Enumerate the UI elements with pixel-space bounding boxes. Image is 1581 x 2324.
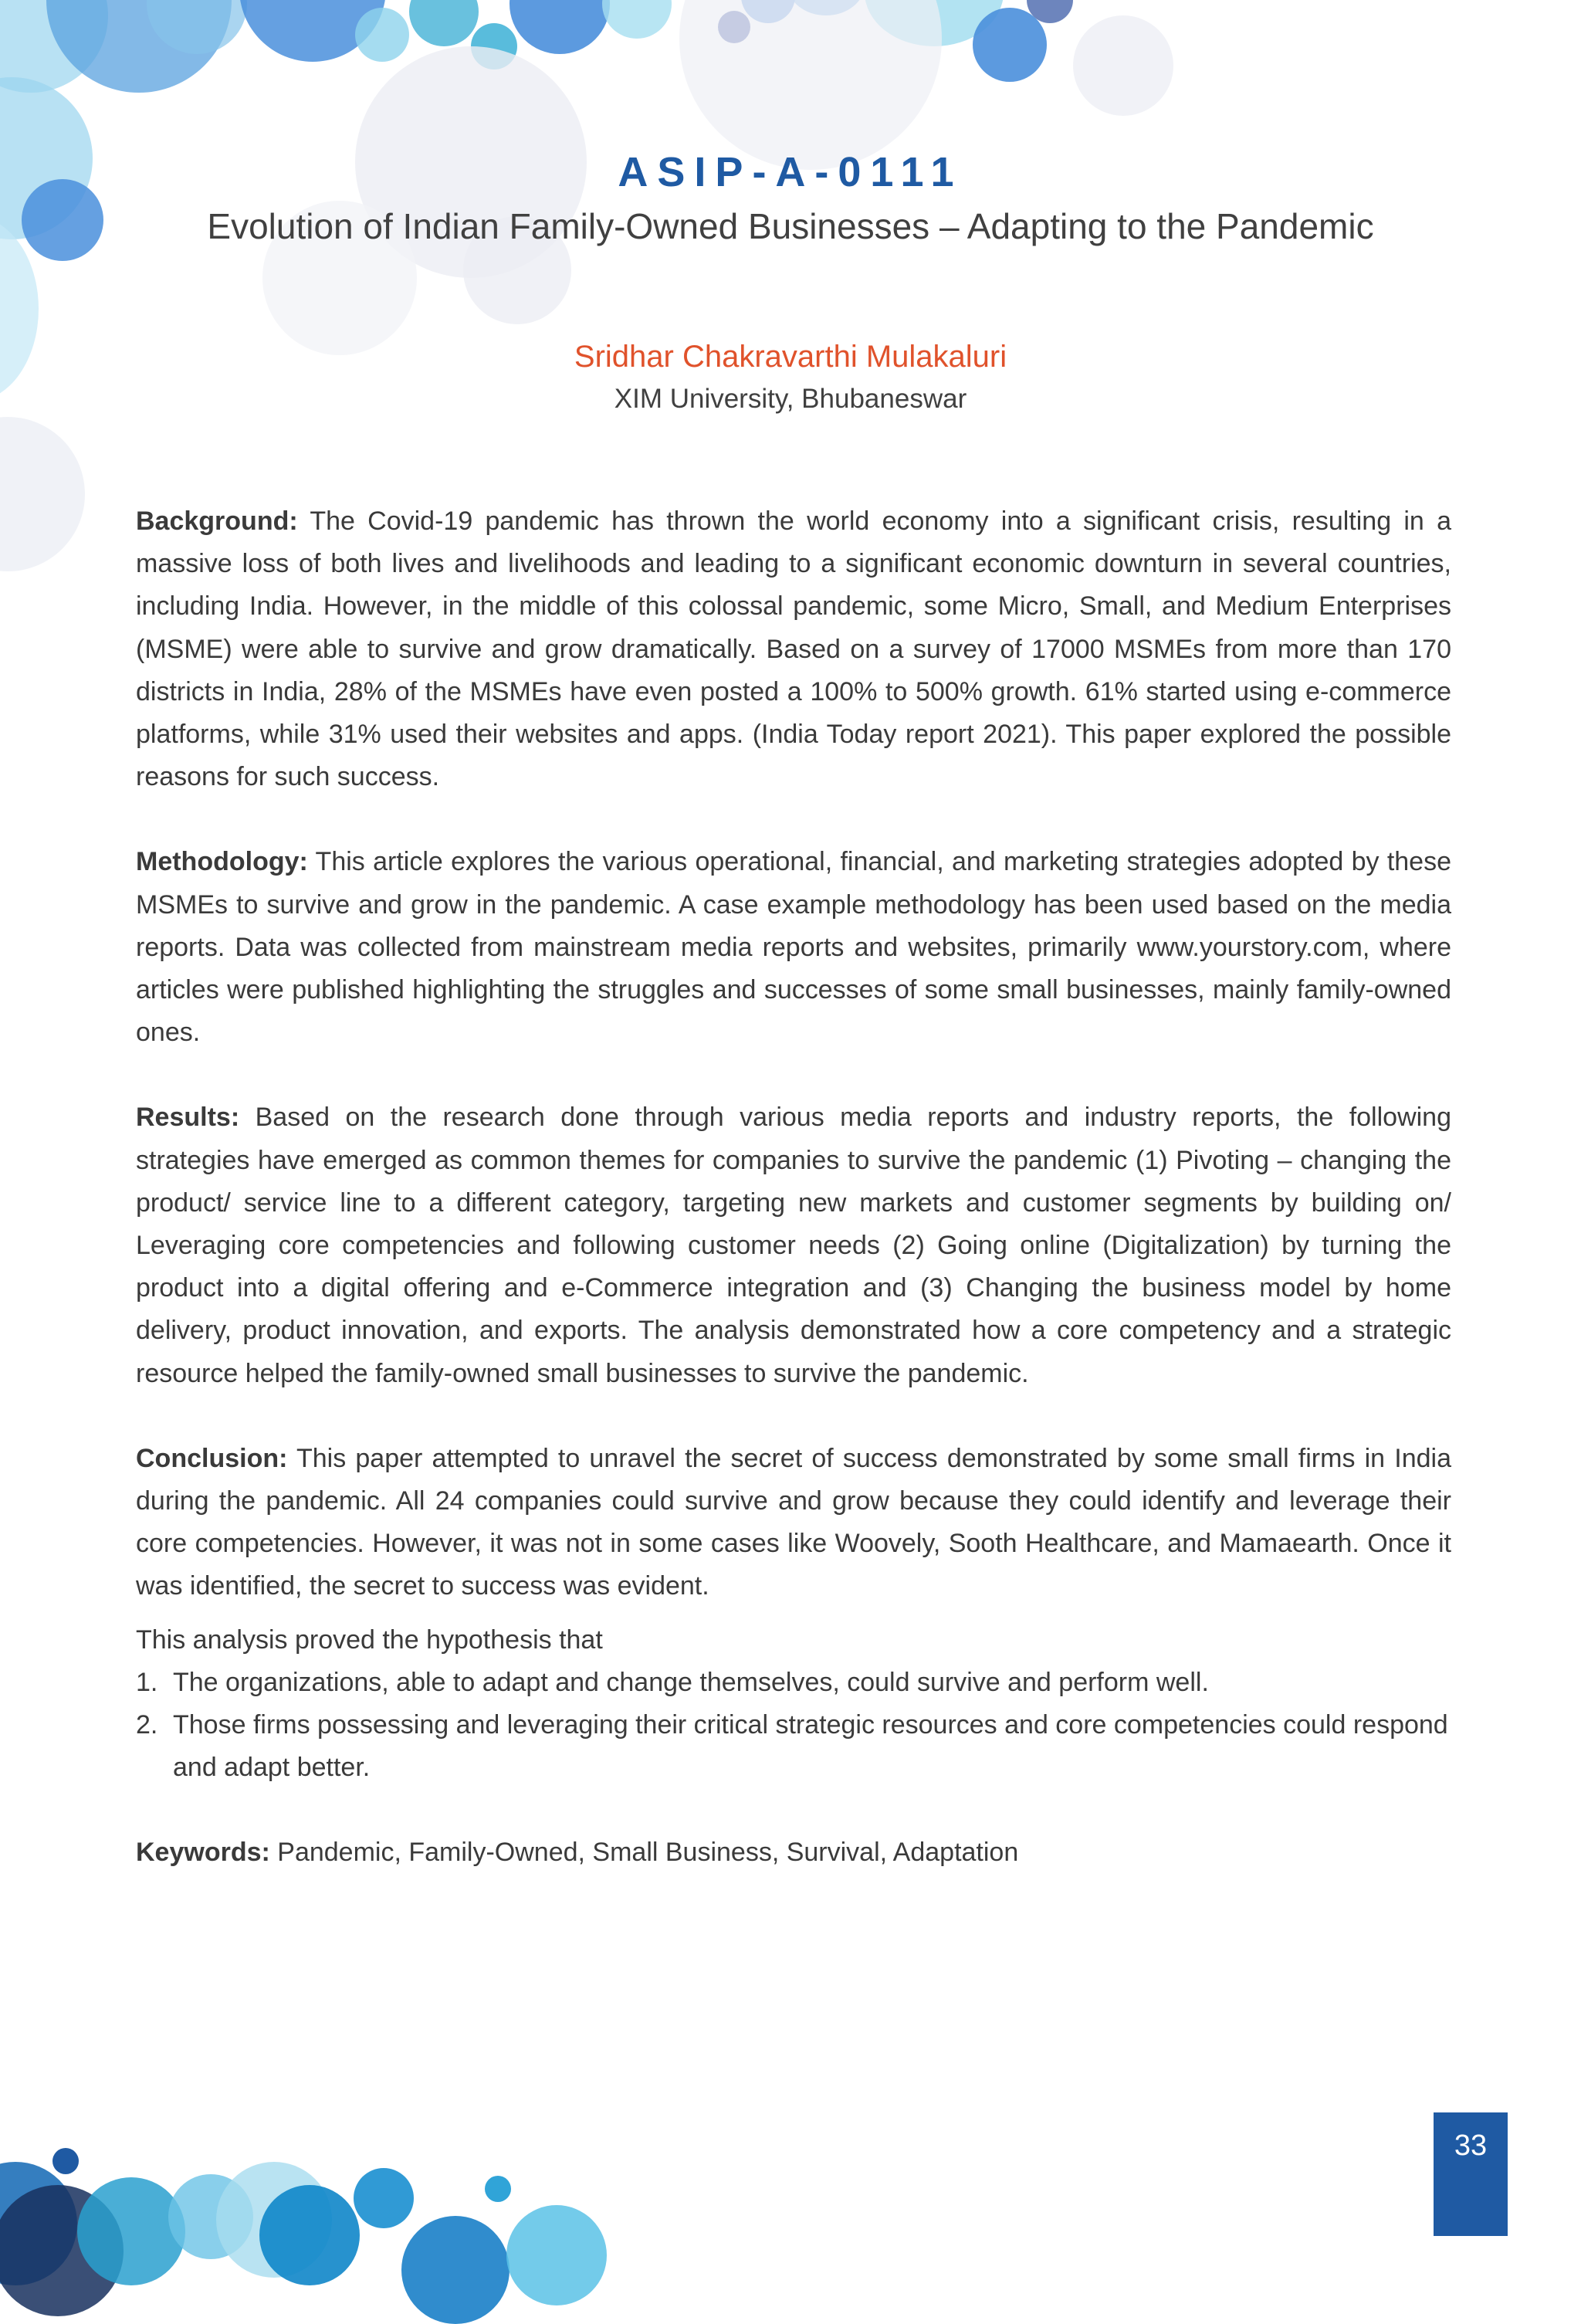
bubble <box>259 2185 360 2285</box>
list-item <box>136 1704 1451 1789</box>
keywords-text: Pandemic, Family-Owned, Small Business, Survival, Adaptation <box>269 1838 1019 1868</box>
section-text: The Covid-19 pandemic has thrown the world economy into a significant crisis, resulting in a massive loss of both lives and livelihoods and leading to a significant economic downturn in several countries, including India. However, in the middle of this colossal pandemic, some Micro, Small, and Medium Enterprises (MSME) were able to survive and grow dramatically. Based on a survey of 17000 MSMEs from more than 170 districts in India, 28% of the MSMEs have even posted a 100% to 500% growth. 61% started using e-commerce platforms, while 31% used their websites and apps. (India Today report 2021). This paper explored the possible reasons for such success. <box>136 506 1451 792</box>
section-results <box>136 1096 1451 1394</box>
paper-code: ASIP-A-0111 <box>618 149 963 195</box>
bubble <box>354 2168 414 2228</box>
bubble <box>510 0 610 54</box>
bubble <box>0 417 85 571</box>
paper-title: Evolution of Indian Family-Owned Businesses – Adapting to the Pandemic <box>207 206 1374 246</box>
bubble <box>1073 15 1173 116</box>
page-number: 33 <box>1454 2129 1488 2162</box>
bubble <box>52 2148 79 2174</box>
hypothesis-lead: This analysis proved the hypothesis that <box>136 1624 603 1655</box>
section-methodology <box>136 841 1451 1054</box>
bubble <box>679 0 942 170</box>
page-number-badge <box>1434 2112 1508 2236</box>
section-label: Conclusion: <box>136 1443 288 1473</box>
keywords-label: Keywords: <box>136 1838 270 1868</box>
hypothesis-list <box>136 1662 1451 1790</box>
section-background <box>136 500 1451 798</box>
abstract-body <box>136 500 1451 1917</box>
bubble <box>77 2177 185 2285</box>
bubble <box>506 2205 607 2305</box>
list-number: 2. <box>136 1710 158 1740</box>
keywords <box>136 1831 1451 1874</box>
list-text: Those firms possessing and leveraging their critical strategic resources and core competencies could respond and adapt better. <box>173 1710 1448 1783</box>
list-item <box>136 1662 1451 1704</box>
author-name: Sridhar Chakravarthi Mulakaluri <box>574 340 1007 374</box>
section-text: Based on the research done through various media reports and industry reports, the following strategies have emerged as common themes for companies to survive the pandemic (1) Pivoting – changing the product/ service line to a different category, targeting new markets and customer segments by building on/ Leveraging core competencies and following customer needs (2) Going online (Digitalization) by turning the product into a digital offering and e-Commerce integration and (3) Changing the business model by home delivery, product innovation, and exports. The analysis demonstrated how a core competency and a strategic resource helped the family-owned small businesses to survive the pandemic. <box>136 1103 1451 1388</box>
section-label: Results: <box>136 1103 240 1133</box>
bubble <box>355 8 409 62</box>
section-label: Background: <box>136 506 298 536</box>
bubble <box>602 0 672 39</box>
bubble <box>485 2176 511 2202</box>
bubble <box>409 0 479 46</box>
section-label: Methodology: <box>136 847 308 877</box>
section-text: This paper attempted to unravel the secret of success demonstrated by some small firms in India during the pandemic. All 24 companies could survive and grow because they could identify and leverage their core competencies. However, it was not in some cases like Woovely, Sooth Healthcare, and Mamaearth. Once it was identified, the secret to success was evident. <box>136 1443 1451 1601</box>
section-text: This article explores the various operational, financial, and marketing strategies adopted by these MSMEs to survive and grow in the pandemic. A case example methodology has been used based on the media reports. Data was collected from mainstream media reports and websites, primarily www.yourstory.com, where articles were published highlighting the struggles and successes of some small businesses, mainly family-owned ones. <box>136 847 1451 1048</box>
list-text: The organizations, able to adapt and change themselves, could survive and perform well. <box>173 1667 1209 1697</box>
list-number: 1. <box>136 1667 158 1697</box>
author-affiliation: XIM University, Bhubaneswar <box>614 384 967 414</box>
section-conclusion <box>136 1438 1451 1608</box>
bubble <box>401 2216 510 2324</box>
